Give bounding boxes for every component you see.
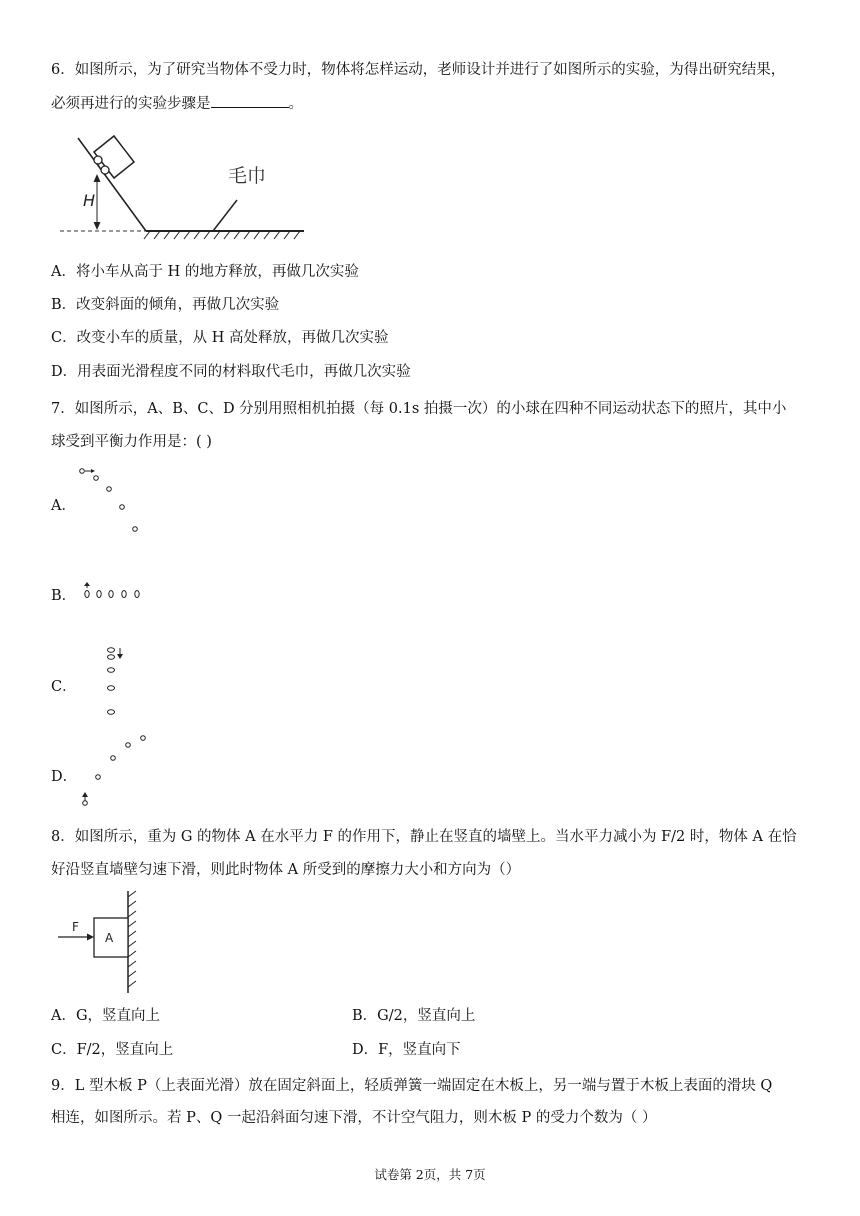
block-a-label: A xyxy=(105,931,114,945)
q7-stem-line1: 7．如图所示，A、B、C、D 分别用照相机拍摄（每 0.1s 拍摄一次）的小球在四种不同运动状态下的照片，其中小 xyxy=(51,401,787,417)
q6-stem-line2 xyxy=(51,93,303,114)
towel-label: 毛巾 xyxy=(228,165,267,187)
q8-figure-block-wall xyxy=(54,889,154,999)
q8-stem-line2: 好沿竖直墙壁匀速下滑，则此时物体 A 所受到的摩擦力大小和方向为（） xyxy=(51,862,521,878)
q8-option-d[interactable]: D．F，竖直向下 xyxy=(352,1042,461,1058)
q7-figure-c-falling xyxy=(100,644,130,722)
q7-option-d-label[interactable]: D． xyxy=(51,769,78,785)
q9-stem-line2: 相连，如图所示。若 P、Q 一起沿斜面匀速下滑，不计空气阻力，则木板 P 的受力个数为（ ） xyxy=(51,1110,657,1126)
q8-stem-line1: 8．如图所示，重为 G 的物体 A 在水平力 F 的作用下，静止在竖直的墙壁上。当水平力减小为 F/2 时，物体 A 在恰 xyxy=(51,829,797,845)
page-footer: 试卷第 2页，共 7页 xyxy=(374,1167,486,1182)
q7-figure-b-uniform xyxy=(78,578,148,604)
q6-stem-line1: 6．如图所示，为了研究当物体不受力时，物体将怎样运动，老师设计并进行了如图所示的实验，为得出研究结果， xyxy=(51,62,786,78)
q7-option-a-label[interactable]: A． xyxy=(51,498,76,514)
q6-option-b[interactable]: B．改变斜面的倾角，再做几次实验 xyxy=(51,297,280,313)
q6-option-c[interactable]: C．改变小车的质量，从 H 高处释放，再做几次实验 xyxy=(51,330,389,346)
force-f-label: F xyxy=(72,920,79,934)
q9-stem-line1: 9．L 型木板 P（上表面光滑）放在固定斜面上，轻质弹簧一端固定在木板上，另一端与置于木板上表面的滑块 Q xyxy=(51,1078,773,1094)
height-label: H xyxy=(83,191,96,210)
q7-option-b-label[interactable]: B． xyxy=(51,588,77,604)
q6-answer-blank[interactable] xyxy=(211,93,289,108)
q8-option-b[interactable]: B．G/2，竖直向上 xyxy=(352,1008,476,1024)
q8-option-c[interactable]: C．F/2，竖直向上 xyxy=(51,1042,174,1058)
q8-option-a[interactable]: A．G，竖直向上 xyxy=(51,1008,161,1024)
q7-figure-a-parabolic xyxy=(72,462,152,542)
q6-option-a[interactable]: A．将小车从高于 H 的地方释放，再做几次实验 xyxy=(51,264,359,280)
q7-option-c-label[interactable]: C． xyxy=(51,679,77,695)
q6-stem-text: 必须再进行的实验步骤是 xyxy=(51,96,211,112)
q6-option-d[interactable]: D．用表面光滑程度不同的材料取代毛巾，再做几次实验 xyxy=(51,364,411,380)
q7-figure-d-curved xyxy=(74,730,154,810)
q6-figure-incline-towel xyxy=(56,130,316,245)
q6-stem-end: 。 xyxy=(288,96,303,112)
cart-icon xyxy=(94,136,134,178)
q7-stem-line2: 球受到平衡力作用是：( ) xyxy=(51,434,212,450)
